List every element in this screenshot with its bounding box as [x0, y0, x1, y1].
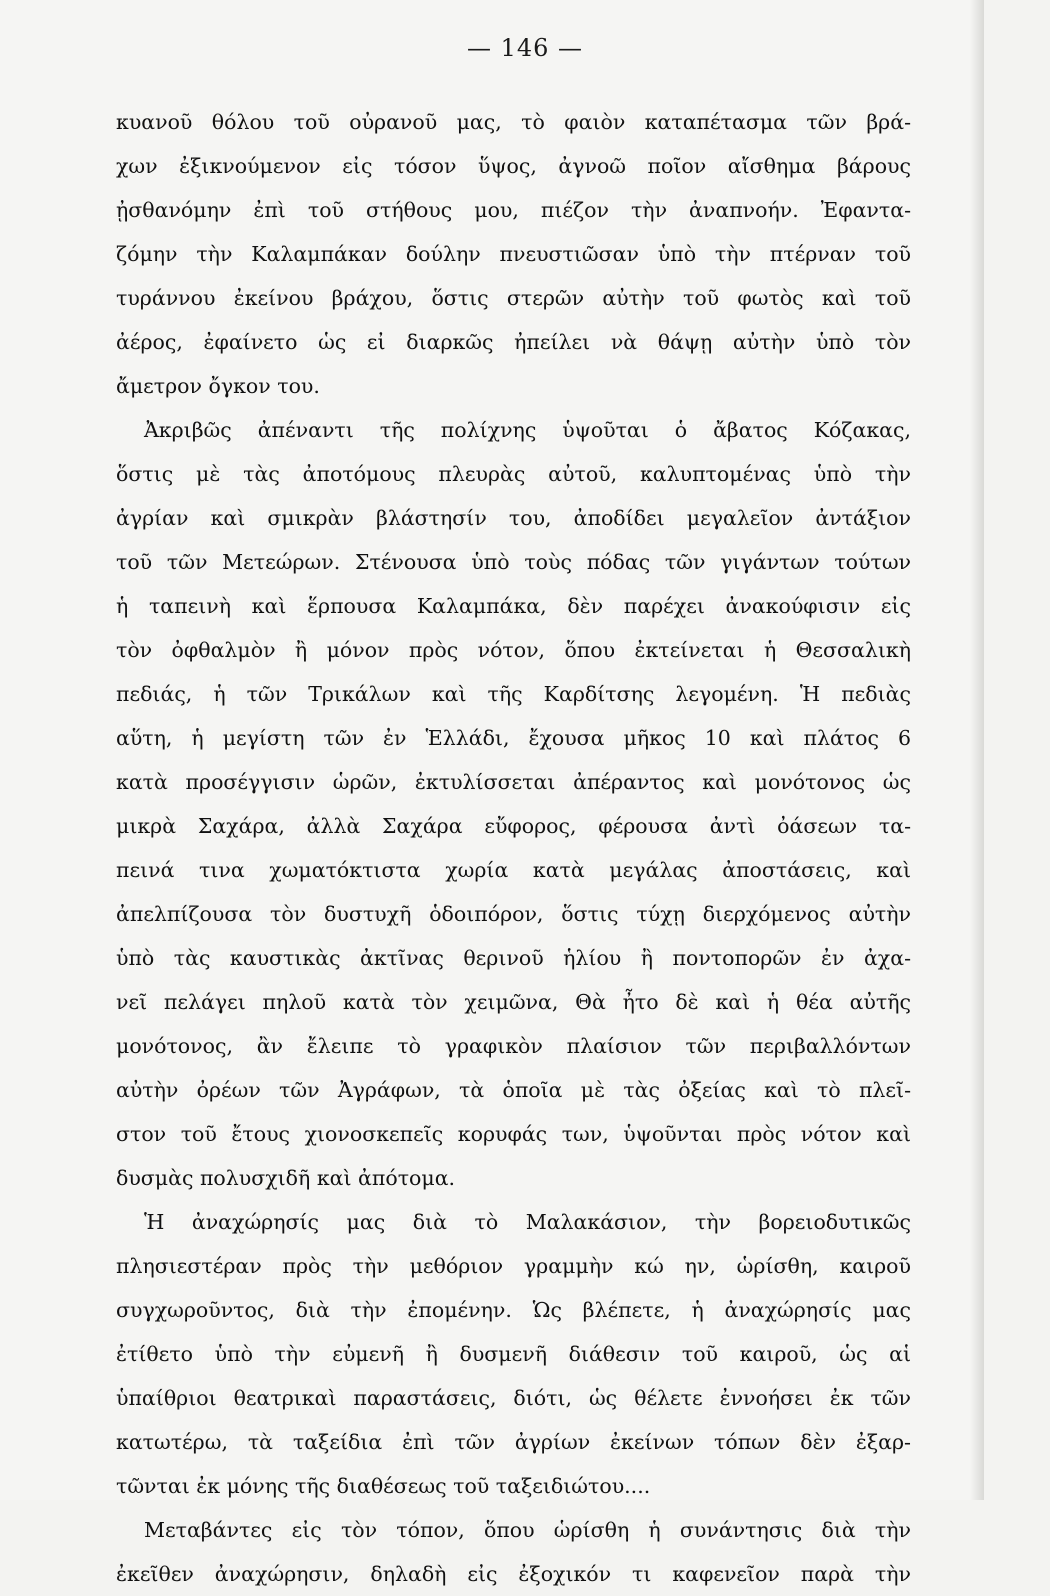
text-line: κατὰ προσέγγισιν ὡρῶν, ἐκτυλίσσεται ἀπέραντος καὶ μονότονος ὡς [116, 770, 911, 794]
paragraph-1 [116, 100, 911, 408]
text-line: ἀπελπίζουσα τὸν δυστυχῆ ὁδοιπόρον, ὅστις τύχῃ διερχόμενος αὐτὴν [116, 902, 911, 926]
text-line: ἄμετρον ὄγκον του. [116, 374, 320, 398]
page-number: — 146 — [466, 34, 584, 62]
text-line: Ἀκριβῶς ἀπέναντι τῆς πολίχνης ὑψοῦται ὁ ἄβατος Κόζακας, [144, 418, 911, 442]
paragraph-3 [116, 1200, 911, 1508]
text-line: ἡ ταπεινὴ καὶ ἕρπουσα Καλαμπάκα, δὲν παρέχει ἀνακούφισιν εἰς [116, 594, 911, 618]
text-line: δυσμὰς πολυσχιδῆ καὶ ἀπότομα. [116, 1166, 456, 1190]
text-line: χων ἐξικνούμενον εἰς τόσον ὕψος, ἀγνοῶ ποῖον αἴσθημα βάρους [116, 154, 911, 178]
text-line: αὐτὴν ὀρέων τῶν Ἀγράφων, τὰ ὁποῖα μὲ τὰς ὀξείας καὶ τὸ πλεῖ- [116, 1078, 911, 1102]
text-line: ἀγρίαν καὶ σμικρὰν βλάστησίν του, ἀποδίδει μεγαλεῖον ἀντάξιον [116, 506, 911, 530]
text-line: πεδιάς, ἡ τῶν Τρικάλων καὶ τῆς Καρδίτσης λεγομένη. Ἡ πεδιὰς [116, 682, 911, 706]
text-line: Μεταβάντες εἰς τὸν τόπον, ὅπου ὡρίσθη ἡ συνάντησις διὰ τὴν [144, 1518, 911, 1542]
text-line: κατωτέρω, τὰ ταξείδια ἐπὶ τῶν ἀγρίων ἐκείνων τόπων δὲν ἐξαρ- [116, 1430, 911, 1454]
text-line: στον τοῦ ἔτους χιονοσκεπεῖς κορυφάς των, ὑψοῦνται πρὸς νότον καὶ [116, 1122, 911, 1146]
text-line: τῶνται ἐκ μόνης τῆς διαθέσεως τοῦ ταξειδιώτου.... [116, 1474, 651, 1498]
text-line: κυανοῦ θόλου τοῦ οὐρανοῦ μας, τὸ φαιὸν καταπέτασμα τῶν βρά- [116, 110, 911, 134]
text-line: ὑπὸ τὰς καυστικὰς ἀκτῖνας θερινοῦ ἡλίου ἢ ποντοπορῶν ἐν ἀχα- [116, 946, 911, 970]
text-line: τυράννου ἐκείνου βράχου, ὅστις στερῶν αὐτὴν τοῦ φωτὸς καὶ τοῦ [116, 286, 911, 310]
text-line: τὸν ὀφθαλμὸν ἢ μόνον πρὸς νότον, ὅπου ἐκτείνεται ἡ Θεσσαλικὴ [116, 638, 911, 662]
paragraph-4 [116, 1508, 911, 1596]
text-line: μονότονος, ἂν ἔλειπε τὸ γραφικὸν πλαίσιον τῶν περιβαλλόντων [116, 1034, 911, 1058]
text-line: αὕτη, ἡ μεγίστη τῶν ἐν Ἑλλάδι, ἔχουσα μῆκος 10 καὶ πλάτος 6 [116, 726, 911, 750]
body-text [116, 100, 911, 1596]
text-line: Ἡ ἀναχώρησίς μας διὰ τὸ Μαλακάσιον, τὴν βορειοδυτικῶς [144, 1210, 911, 1234]
text-line: πεινά τινα χωματόκτιστα χωρία κατὰ μεγάλας ἀποστάσεις, καὶ [116, 858, 911, 882]
text-line: ζόμην τὴν Καλαμπάκαν δούλην πνευστιῶσαν ὑπὸ τὴν πτέρναν τοῦ [116, 242, 911, 266]
text-line: νεῖ πελάγει πηλοῦ κατὰ τὸν χειμῶνα, Θὰ ἦτο δὲ καὶ ἡ θέα αὐτῆς [116, 990, 911, 1014]
text-line: πλησιεστέραν πρὸς τὴν μεθόριον γραμμὴν κώ ην, ὡρίσθη, καιροῦ [116, 1254, 911, 1278]
text-line: μικρὰ Σαχάρα, ἀλλὰ Σαχάρα εὔφορος, φέρουσα ἀντὶ ὀάσεων τα- [116, 814, 911, 838]
text-line: συγχωροῦντος, διὰ τὴν ἐπομένην. Ὡς βλέπετε, ἡ ἀναχώρησίς μας [116, 1298, 911, 1322]
paragraph-2 [116, 408, 911, 1200]
text-line: ὅστις μὲ τὰς ἀποτόμους πλευρὰς αὐτοῦ, καλυπτομένας ὑπὸ τὴν [116, 462, 911, 486]
page-edge-shadow [970, 0, 984, 1500]
text-line: ἐτίθετο ὑπὸ τὴν εὐμενῆ ἢ δυσμενῆ διάθεσιν τοῦ καιροῦ, ὡς αἱ [116, 1342, 911, 1366]
text-line: ἀέρος, ἐφαίνετο ὡς εἰ διαρκῶς ἠπείλει νὰ θάψῃ αὐτὴν ὑπὸ τὸν [116, 330, 911, 354]
text-line: ᾐσθανόμην ἐπὶ τοῦ στήθους μου, πιέζον τὴν ἀναπνοήν. Ἐφαντα- [116, 198, 911, 222]
text-line: τοῦ τῶν Μετεώρων. Στένουσα ὑπὸ τοὺς πόδας τῶν γιγάντων τούτων [116, 550, 911, 574]
text-line: ὑπαίθριοι θεατρικαὶ παραστάσεις, διότι, ὡς θέλετε ἐννοήσει ἐκ τῶν [116, 1386, 911, 1410]
text-line: ἐκεῖθεν ἀναχώρησιν, δηλαδὴ εἰς ἐξοχικόν τι καφενεῖον παρὰ τὴν [116, 1562, 911, 1586]
